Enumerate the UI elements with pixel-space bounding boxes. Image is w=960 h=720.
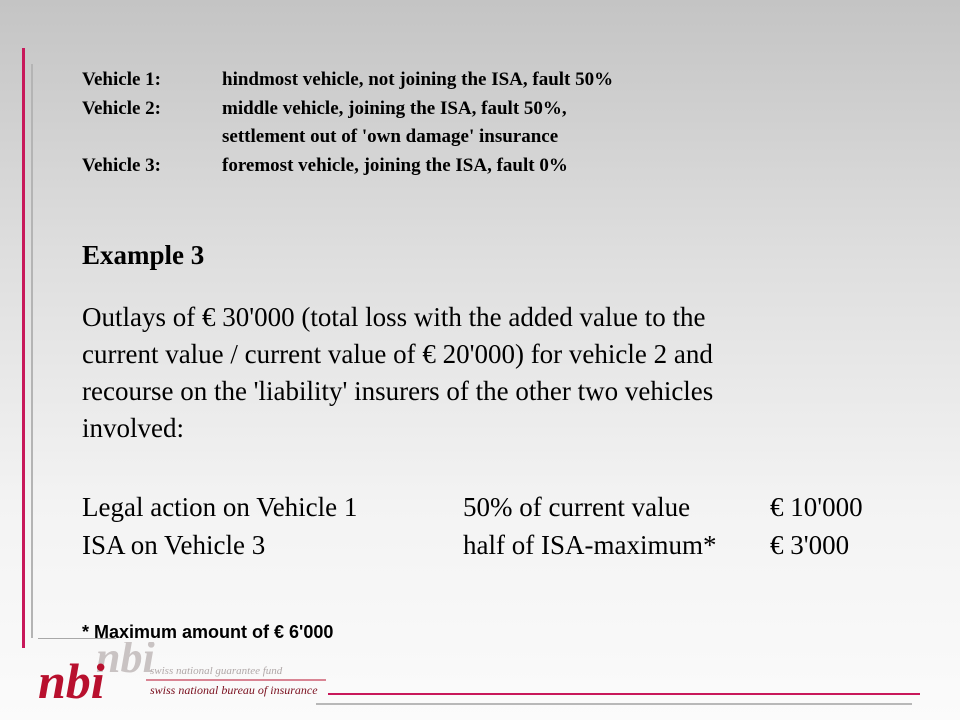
vehicle-list	[82, 66, 613, 180]
calculation-table	[82, 488, 863, 564]
logo-subtitle-1: swiss national guarantee fund	[150, 665, 283, 677]
vehicle-row	[82, 66, 613, 95]
vehicle-description: settlement out of 'own damage' insurance	[222, 126, 559, 147]
nbi-logo	[36, 642, 332, 708]
calc-action: Legal action on Vehicle 1	[82, 492, 358, 522]
footnote: * Maximum amount of € 6'000	[82, 622, 334, 642]
vehicle-row	[82, 95, 613, 124]
vehicle-description: foremost vehicle, joining the ISA, fault 0%	[222, 154, 568, 176]
footer-accent-rule	[328, 693, 920, 695]
logo-subtitle-2: swiss national bureau of insurance	[150, 683, 318, 697]
vehicle-description: middle vehicle, joining the ISA, fault 50%,	[222, 97, 567, 119]
body-line: recourse on the 'liability' insurers of the other two vehicles	[82, 376, 714, 406]
logo-mark: nbi	[38, 653, 105, 708]
calc-action: ISA on Vehicle 3	[82, 530, 266, 560]
calculation-row	[82, 526, 863, 564]
example-body	[82, 299, 862, 447]
logo-ghost-mark: nbi	[96, 642, 155, 682]
calc-basis: half of ISA-maximum*	[463, 530, 717, 560]
body-line: current value / current value of € 20'000) for vehicle 2 and	[82, 339, 713, 369]
vehicle-row	[82, 152, 613, 181]
vehicle-description: hindmost vehicle, not joining the ISA, fault 50%	[222, 69, 614, 90]
left-accent-bar	[22, 48, 25, 648]
footer-gray-rule	[316, 703, 912, 705]
calc-basis: 50% of current value	[463, 492, 691, 522]
vehicle-row	[82, 123, 613, 152]
example-title: Example 3	[82, 240, 205, 270]
calc-amount: € 10'000	[770, 492, 863, 522]
left-gray-bar	[31, 64, 33, 638]
body-line: involved:	[82, 413, 184, 443]
vehicle-label: Vehicle 2:	[82, 97, 161, 119]
body-line: Outlays of € 30'000 (total loss with the added value to the	[82, 302, 706, 332]
vehicle-label: Vehicle 3:	[82, 154, 161, 176]
calc-amount: € 3'000	[770, 530, 850, 560]
calculation-row	[82, 488, 863, 526]
vehicle-label: Vehicle 1:	[82, 69, 161, 90]
